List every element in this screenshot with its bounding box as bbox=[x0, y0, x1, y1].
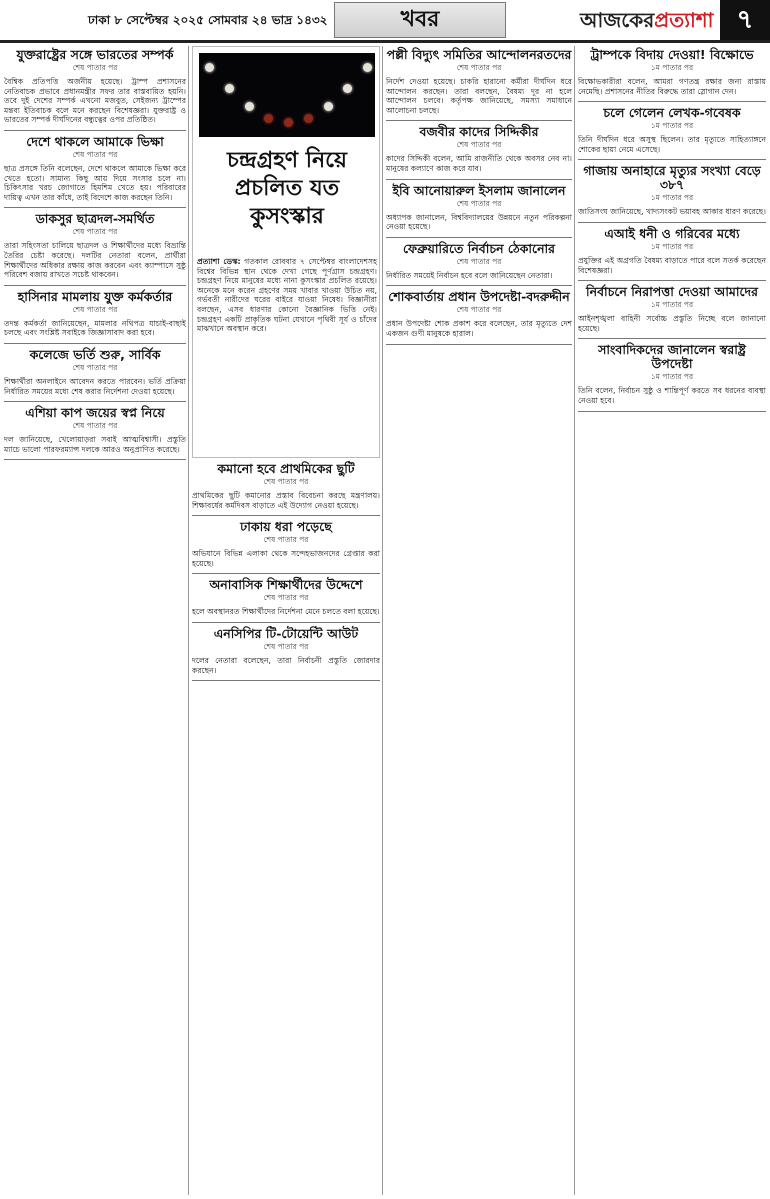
story-headline: যুক্তরাষ্ট্রের সঙ্গে ভারতের সম্পর্ক bbox=[16, 47, 174, 62]
story-body: আইনশৃঙ্খলা বাহিনী সর্বোচ্চ প্রস্তুতি নিচ্ছে বলে জানানো হয়েছে। bbox=[578, 314, 766, 333]
column-2 bbox=[192, 46, 380, 1199]
column-4 bbox=[578, 46, 766, 1199]
story-headline: ডাকসুর ছাত্রদল-সমর্থিত bbox=[35, 211, 155, 227]
story-body: জাতিসংঘ জানিয়েছে, খাদ্যসংকট ভয়াবহ আকার ধারণ করেছে। bbox=[578, 207, 766, 217]
feature-body bbox=[197, 257, 377, 334]
news-story bbox=[192, 627, 380, 681]
news-story bbox=[192, 578, 380, 623]
story-headline: দেশে থাকলে আমাকে ভিক্ষা bbox=[26, 133, 164, 149]
story-body: নির্ধারিত সময়েই নির্বাচন হবে বলে জানিয়েছেন নেতারা। bbox=[386, 270, 553, 280]
story-body: দলের নেতারা বলেছেন, তারা নির্বাচনী প্রস্তুতি জোরদার করছেন। bbox=[192, 655, 380, 675]
story-jump-line: শেষ পাতার পর bbox=[72, 227, 118, 237]
feature-text: গতকাল রোববার ৭ সেপ্টেম্বর বাংলাদেশসহ বিশ্বের বিভিন্ন স্থান থেকে দেখা গেছে পূর্ণগ্রাস চন্দ্রগ্রহণ। চন্দ্রগ্রহণ নিয়ে মানুষের মধ্যে নানা কুসংস্কার প্রচলিত রয়েছে। অনেকে মনে করেন গ্রহণের সময় খাবার খাওয়া উচিত নয়, গর্ভবতী নারীদের ঘরের বাইরে যাওয়া নিষেধ। বিজ্ঞানীরা বলছেন, এসব ধারণার কোনো বৈজ্ঞানিক ভিত্তি নেই। চন্দ্রগ্রহণ একটি প্রাকৃতিক ঘটনা যেখানে পৃথিবী সূর্য ও চাঁদের মাঝখানে অবস্থান করে। bbox=[197, 257, 377, 334]
news-story bbox=[578, 285, 766, 339]
column-divider bbox=[188, 46, 189, 1195]
news-story bbox=[4, 348, 186, 402]
story-headline: কলেজে ভর্তি শুরু, সার্বিক bbox=[29, 346, 161, 362]
story-jump-line: ১ম পাতার পর bbox=[650, 300, 694, 310]
story-body: অভিযানে বিভিন্ন এলাকা থেকে সন্দেহভাজনদের গ্রেপ্তার করা হয়েছে। bbox=[192, 549, 380, 568]
news-story bbox=[578, 227, 766, 281]
story-headline: ট্রাম্পকে বিদায় দেওয়া! বিক্ষোভে bbox=[590, 47, 754, 62]
moon-phase-icon bbox=[284, 118, 293, 127]
story-headline: এআই ধনী ও গরিবের মধ্যে bbox=[604, 225, 740, 241]
story-jump-line: শেষ পাতার পর bbox=[456, 198, 502, 208]
story-body: দল জানিয়েছে, খেলোয়াড়রা সবাই আত্মবিশ্বাসী। প্রস্তুতি ম্যাচে ভালো পারফরম্যান্স দলকে আরও অনুপ্রাণিত করেছে। bbox=[4, 435, 186, 454]
news-story bbox=[386, 184, 572, 238]
news-story bbox=[386, 125, 572, 179]
story-body: তারা সহিংসতা চালিয়ে ছাত্রদল ও শিক্ষার্থীদের মধ্যে বিভ্রান্তি তৈরির চেষ্টা করেছে। দলটির নেতারা বলেন, প্রার্থীরা শিক্ষার্থীদের অধিকার রক্ষায় কাজ করবেন এবং ক্যাম্পাসে সুষ্ঠু পরিবেশ বজায় রাখতে সচেষ্ট থাকবেন। bbox=[4, 241, 186, 280]
moon-phase-icon bbox=[225, 84, 234, 93]
story-body: নির্দেশ দেওয়া হয়েছে। চাকরি হারানো কর্মীরা দীর্ঘদিন ধরে আন্দোলন করছেন। তারা বলছেন, বৈষম্য দূর না হলে আন্দোলন চলবে। কর্তৃপক্ষ জানিয়েছে, সমস্যা সমাধানে আলোচনা চলছে। bbox=[386, 77, 572, 115]
logo-prefix: আজকের bbox=[580, 8, 655, 32]
moon-phase-icon bbox=[324, 102, 333, 111]
news-story bbox=[386, 48, 572, 121]
story-body: বৈশ্বিক প্রতিপত্তি অর্জনীয় হয়েছে। ট্রাম্প প্রশাসনের নেতিবাচক প্রভাবে প্রধানমন্ত্রীর সফর তার বাস্তবায়িত হয়নি। তবে দুই দেশের সম্পর্ক এখনো মজবুত, সেইজন্য ট্রাম্পের মন্তব্য ইতিবাচক বলে মনে করছেন বিশেষজ্ঞরা। যুক্তরাষ্ট্র ও ভারতের সম্পর্ক দীর্ঘদিনের বন্ধুত্বের ওপর প্রতিষ্ঠিত। bbox=[4, 77, 186, 125]
news-story bbox=[578, 48, 766, 102]
story-jump-line: ১ম পাতার পর bbox=[650, 63, 694, 72]
story-jump-line: শেষ পাতার পর bbox=[263, 641, 309, 651]
story-jump-line: শেষ পাতার পর bbox=[72, 421, 118, 431]
story-headline: অনাবাসিক শিক্ষার্থীদের উদ্দেশে bbox=[209, 577, 363, 593]
story-jump-line: শেষ পাতার পর bbox=[72, 63, 118, 72]
story-jump-line: শেষ পাতার পর bbox=[456, 63, 502, 72]
story-body: ছাত্র প্রসঙ্গে তিনি বলেছেন, দেশে থাকলে আমাকে ভিক্ষা করে খেতে হতো। সামান্য কিছু আয় দিয়ে সংসার চলে না। চিকিৎসার খরচ জোগাতে হিমশিম খেতে হয়। পরিবারের দায়িত্ব এখন তার কাঁধে, তাই বিদেশে কাজ করছেন তিনি। bbox=[4, 163, 186, 202]
story-body: প্রযুক্তির এই অগ্রগতি বৈষম্য বাড়াতে পারে বলে সতর্ক করেছেন বিশেষজ্ঞরা। bbox=[578, 255, 766, 275]
story-jump-line: ১ম পাতার পর bbox=[650, 193, 694, 203]
story-headline: হাসিনার মামলায় যুক্ত কর্মকর্তার bbox=[17, 288, 173, 304]
story-jump-line: শেষ পাতার পর bbox=[263, 535, 309, 545]
story-body: অধ্যাপক জানালেন, বিশ্ববিদ্যালয়ের উন্নয়নে নতুন পরিকল্পনা নেওয়া হয়েছে। bbox=[386, 212, 572, 232]
news-story bbox=[4, 212, 186, 285]
story-jump-line: শেষ পাতার পর bbox=[72, 362, 118, 372]
story-headline: এশিয়া কাপ জয়ের স্বপ্ন নিয়ে bbox=[25, 405, 165, 421]
story-body: তদন্ত কর্মকর্তা জানিয়েছেন, মামলার নথিপত্র যাচাই-বাছাই চলছে এবং সংশ্লিষ্ট সবাইকে জিজ্ঞাসাবাদ করা হবে। bbox=[4, 318, 186, 338]
issue-date: ঢাকা ৮ সেপ্টেম্বর ২০২৫ সোমবার ২৪ ভাদ্র ১৪৩২ bbox=[88, 13, 328, 27]
story-jump-line: ১ম পাতার পর bbox=[650, 372, 694, 382]
story-jump-line: শেষ পাতার পর bbox=[456, 140, 502, 150]
news-story bbox=[4, 406, 186, 460]
story-headline: ইবি আনোয়ারুল ইসলাম জানালেন bbox=[392, 182, 566, 198]
story-body: প্রাথমিকের ছুটি কমানোর প্রস্তাব বিবেচনা করছে মন্ত্রণালয়। শিক্ষাবর্ষের কর্মদিবস বাড়াতে এই উদ্যোগ নেওয়া হয়েছে। bbox=[192, 491, 380, 510]
feature-title: চন্দ্রগ্রহণ নিয়ে প্রচলিত যত কুসংস্কার bbox=[227, 148, 347, 229]
story-body: বিক্ষোভকারীরা বলেন, আমরা গণতন্ত্র রক্ষার জন্য রাস্তায় নেমেছি। প্রশাসনের নীতির বিরুদ্ধে তারা স্লোগান দেন। bbox=[578, 77, 766, 96]
news-story bbox=[4, 48, 186, 131]
eclipse-image bbox=[199, 53, 375, 137]
story-headline: কমানো হবে প্রাথমিকের ছুটি bbox=[217, 461, 355, 476]
story-headline: এনসিপির টি-টোয়েন্টি আউট bbox=[213, 625, 359, 641]
news-story bbox=[578, 106, 766, 160]
news-story bbox=[192, 520, 380, 574]
moon-phase-icon bbox=[363, 63, 372, 72]
story-headline: চলে গেলেন লেখক-গবেষক bbox=[603, 105, 741, 121]
column-1 bbox=[4, 46, 186, 1199]
news-story bbox=[4, 135, 186, 208]
story-jump-line: শেষ পাতার পর bbox=[263, 477, 309, 486]
story-body: হলে অবস্থানরত শিক্ষার্থীদের নির্দেশনা মেনে চলতে বলা হয়েছে। bbox=[192, 607, 380, 617]
story-body: শিক্ষার্থীরা অনলাইনে আবেদন করতে পারবেন। ভর্তি প্রক্রিয়া নির্ধারিত সময়ের মধ্যে শেষ করার নির্দেশনা দেওয়া হয়েছে। bbox=[4, 376, 186, 396]
moon-phase-icon bbox=[304, 114, 313, 123]
story-jump-line: ১ম পাতার পর bbox=[650, 121, 694, 131]
story-headline: গাজায় অনাহারে মৃত্যুর সংখ্যা বেড়ে ৩৮৭ bbox=[583, 163, 761, 193]
news-story bbox=[386, 290, 572, 344]
story-headline: নির্বাচনে নিরাপত্তা দেওয়া আমাদের bbox=[586, 284, 758, 300]
story-headline: ঢাকায় ধরা পড়েছে bbox=[240, 519, 332, 535]
column-divider bbox=[382, 46, 383, 1195]
story-headline: ফেব্রুয়ারিতে নির্বাচন ঠেকানোর bbox=[402, 240, 556, 256]
column-3 bbox=[386, 46, 572, 1199]
story-headline: বজবীর কাদের সিদ্দিকীর bbox=[419, 124, 539, 140]
story-headline: সাংবাদিকদের জানালেন স্বরাষ্ট্র উপদেষ্টা bbox=[598, 342, 746, 372]
story-body: তিনি দীর্ঘদিন ধরে অসুস্থ ছিলেন। তার মৃত্যুতে সাহিত্যাঙ্গনে শোকের ছায়া নেমে এসেছে। bbox=[578, 135, 766, 154]
moon-phase-icon bbox=[343, 84, 352, 93]
news-story bbox=[386, 242, 572, 287]
news-story bbox=[192, 462, 380, 516]
moon-phase-icon bbox=[264, 114, 273, 123]
story-jump-line: শেষ পাতার পর bbox=[72, 304, 118, 314]
story-jump-line: শেষ পাতার পর bbox=[263, 593, 309, 603]
news-story bbox=[578, 164, 766, 223]
story-headline: শোকবার্তায় প্রধান উপদেষ্টা-বদরুদ্দীন bbox=[388, 289, 570, 305]
story-body: কাদের সিদ্দিকী বলেন, আমি রাজনীতি থেকে অবসর নেব না। মানুষের কল্যাণে কাজ করে যাব। bbox=[386, 154, 572, 173]
masthead bbox=[0, 0, 770, 43]
newspaper-logo bbox=[580, 6, 713, 39]
feature-article bbox=[192, 46, 380, 458]
column-divider bbox=[574, 46, 575, 1195]
story-body: তিনি বলেন, নির্বাচন সুষ্ঠু ও শান্তিপূর্ণ করতে সব ধরনের ব্যবস্থা নেওয়া হবে। bbox=[578, 386, 766, 405]
story-jump-line: ১ম পাতার পর bbox=[650, 241, 694, 251]
story-body: প্রধান উপদেষ্টা শোক প্রকাশ করে বলেছেন, তার মৃত্যুতে দেশ একজন গুণী মানুষকে হারাল। bbox=[386, 319, 572, 338]
logo-main: প্রত্যাশা bbox=[654, 8, 714, 32]
news-story bbox=[578, 343, 766, 411]
story-jump-line: শেষ পাতার পর bbox=[456, 256, 502, 266]
moon-phase-icon bbox=[205, 63, 214, 72]
section-label: খবর bbox=[334, 2, 506, 38]
feature-byline: প্রত্যাশা ডেস্ক: bbox=[197, 257, 241, 266]
story-jump-line: শেষ পাতার পর bbox=[456, 305, 502, 315]
moon-phase-icon bbox=[245, 102, 254, 111]
page-number: ৭ bbox=[720, 0, 770, 40]
story-jump-line: শেষ পাতার পর bbox=[72, 149, 118, 159]
news-story bbox=[4, 290, 186, 344]
story-headline: পল্লী বিদ্যুৎ সমিতির আন্দোলনরতদের bbox=[386, 47, 572, 62]
